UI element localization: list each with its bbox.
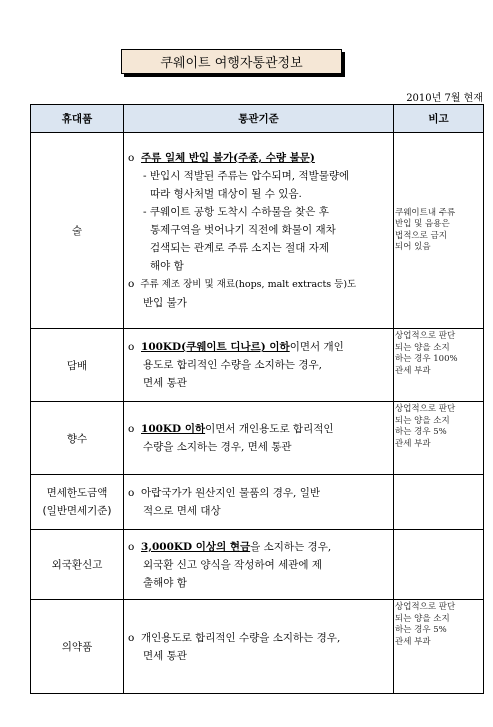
- standard-line: 면세 통관: [143, 377, 187, 389]
- date-label: 2010년 7월 현재: [406, 93, 483, 104]
- row-item: 면세한도금액 (일반면세기준): [31, 475, 124, 530]
- row-standard: [124, 530, 394, 600]
- row-note: [394, 530, 484, 600]
- standard-line: o 3,000KD 이상의 현금을 소지하는 경우,: [128, 540, 332, 553]
- table-row: [31, 475, 484, 530]
- standard-line: 외국환 신고 양식을 작성하여 세관에 제: [143, 558, 322, 571]
- standard-line: 통제구역을 벗어나기 직전에 화물이 재차: [150, 224, 336, 236]
- table-row: [31, 402, 484, 475]
- row-standard: [124, 133, 394, 329]
- customs-table: [30, 104, 484, 694]
- row-item: 외국환신고: [31, 530, 124, 600]
- header-standard: 통관기준: [124, 105, 394, 133]
- table-row: [31, 600, 484, 694]
- row-item: 의약품: [31, 600, 124, 694]
- row-standard: [124, 402, 394, 475]
- table-row: [31, 530, 484, 600]
- standard-line: o 개인용도로 합리적인 수량을 소지하는 경우,: [128, 631, 341, 644]
- standard-line: - 쿠웨이트 공항 도착시 수하물을 찾은 후: [143, 206, 329, 218]
- page-title-text: 쿠웨이트 여행자통관정보: [160, 56, 303, 71]
- row-item: 담배: [31, 329, 124, 402]
- row-note: 쿠웨이트내 주류 반입 및 음용은 법적으로 금지 되어 있음: [394, 133, 484, 329]
- row-item: 향수: [31, 402, 124, 475]
- standard-line: o 100KD(쿠웨이트 디나르) 이하이면서 개인: [128, 341, 344, 353]
- row-note: 상업적으로 판단 되는 양을 소지 하는 경우 5% 관세 부과: [394, 402, 484, 475]
- standard-line: o 100KD 이하이면서 개인용도로 합리적인: [128, 423, 334, 435]
- header-item: 휴대품: [31, 105, 124, 133]
- standard-line: 따라 형사처벌 대상이 될 수 있음.: [150, 188, 302, 200]
- standard-line: 반입 불가: [143, 297, 187, 309]
- row-note: 상업적으로 판단 되는 양을 소지 하는 경우 100% 관세 부과: [394, 329, 484, 402]
- standard-line: o 주류 일체 반입 불가(주종, 수량 불문): [128, 152, 315, 164]
- standard-line: o 주류 제조 장비 및 재료(hops, malt extracts 등)도: [128, 278, 357, 290]
- table-row: [31, 133, 484, 329]
- standard-line: 출해야 함: [143, 576, 187, 589]
- standard-line: 검색되는 관계로 주류 소지는 절대 자제: [150, 242, 329, 254]
- standard-line: 용도로 합리적인 수량을 소지하는 경우,: [143, 359, 322, 371]
- header-note: 비고: [394, 105, 484, 133]
- row-item: 술: [31, 133, 124, 329]
- standard-line: o 아랍국가가 원산지인 물품의 경우, 일반: [128, 487, 320, 499]
- row-note: 상업적으로 판단 되는 양을 소지 하는 경우 5% 관세 부과: [394, 600, 484, 694]
- standard-line: 수량을 소지하는 경우, 면세 통관: [143, 441, 292, 453]
- standard-line: 해야 함: [150, 260, 184, 272]
- table-header-row: [31, 105, 484, 133]
- page-title: [121, 49, 342, 74]
- row-standard: [124, 329, 394, 402]
- standard-line: 면세 통관: [143, 649, 187, 662]
- standard-line: 적으로 면세 대상: [143, 505, 221, 517]
- standard-line: - 반입시 적발된 주류는 압수되며, 적발물량에: [143, 170, 350, 182]
- row-standard: [124, 600, 394, 694]
- row-standard: [124, 475, 394, 530]
- table-row: [31, 329, 484, 402]
- row-note: [394, 475, 484, 530]
